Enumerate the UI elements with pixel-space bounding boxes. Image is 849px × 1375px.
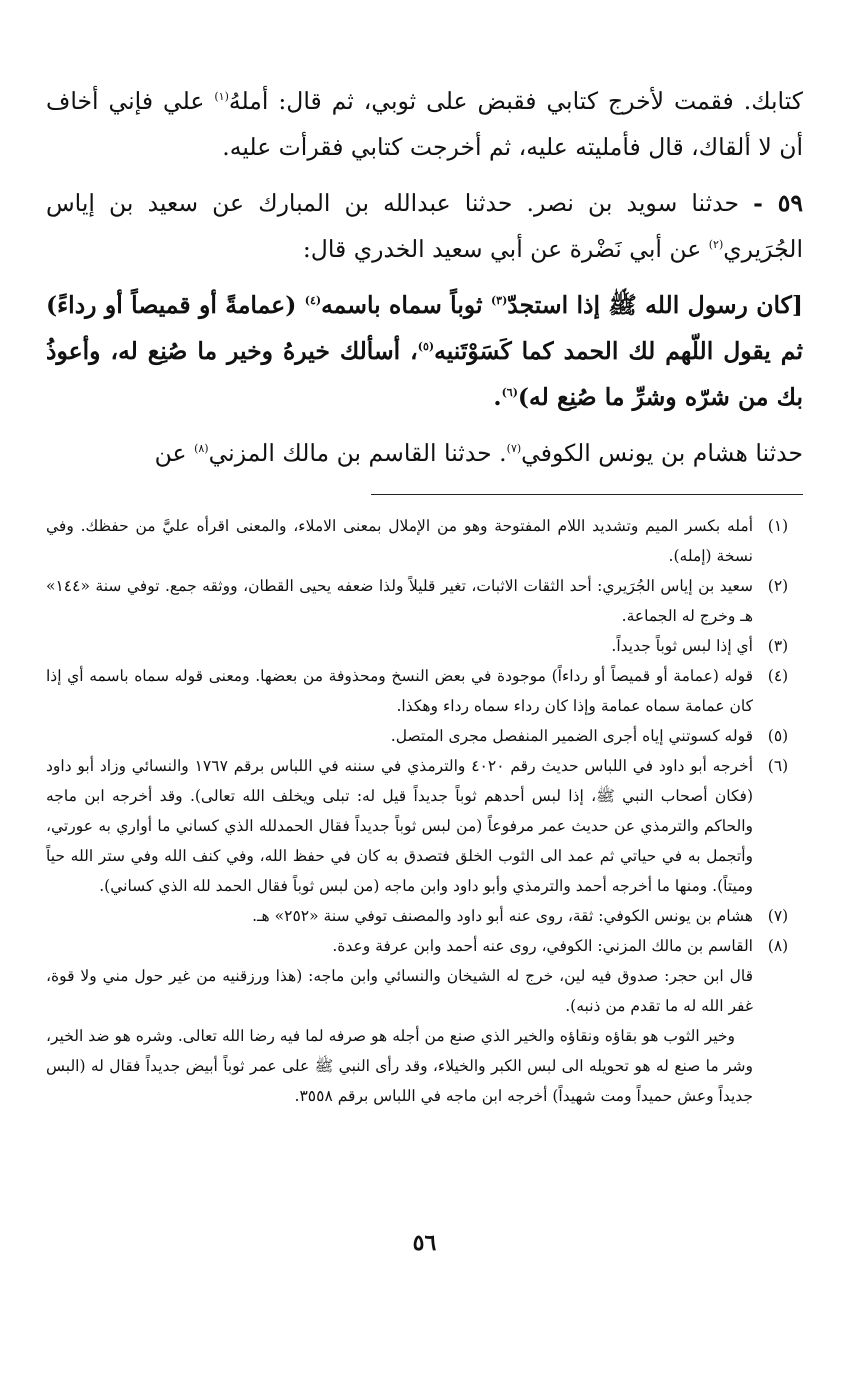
footnote-ref-8[interactable]: (٨) bbox=[194, 442, 209, 456]
text-run: كتابك. فقمت لأخرج كتابي فقبض على ثوبي، ثم قال: أملهُ bbox=[228, 87, 803, 115]
footnote bbox=[46, 631, 803, 661]
text-run: (عمامةً أو قميصاً أو رداءً) ثم يقول اللّهم لك الحمد كما كَسَوْتَنيه bbox=[46, 291, 803, 365]
footnote bbox=[46, 571, 803, 631]
footnote-continuation: وخير الثوب هو بقاؤه ونقاؤه والخير الذي صنع من أجله هو صرفه لما فيه رضا الله تعالى. وشره هو ضد الخير، وشر ما صنع له هو تحويله الى لبس الكبر والخيلاء، وقد رأى النبي ﷺ على عمر ثوباً أبيض جديداً فقال له (البس جديداً وعش حميداً ومت شهيداً) أخرجه ابن ماجه في اللباس برقم ٣٥٥٨. bbox=[46, 1027, 753, 1105]
footnote-text: أخرجه أبو داود في اللباس حديث رقم ٤٠٢٠ والترمذي في سننه في اللباس برقم ١٧٦٧ والنسائي وزاد أبو داود (فكان أصحاب النبي ﷺ، إذا لبس أحدهم ثوباً جديداً قيل له: تبلى ويخلف الله تعالى). وقد أخرجه ابن ماجه والحاكم والترمذي عن حديث عمر مرفوعاً (من لبس ثوباً جديداً فقال الحمدلله الذي كساني ما أواري به عورتي، وأتجمل به في حياتي ثم عمد الى الثوب الخلق فتصدق به كان في حفظ الله، وفي كنف الله وفي ستر الله حياً وميتاً). ومنها ما أخرجه أحمد والترمذي وأبو داود وابن ماجه (من لبس ثوباً فقال الحمد لله الذي كساني). bbox=[46, 757, 753, 895]
footnote-ref-3[interactable]: (٣) bbox=[490, 294, 508, 308]
footnote bbox=[46, 511, 803, 571]
text-run: علي فإني أخاف أن لا ألقاك، قال فأمليته عليه، ثم أخرجت كتابي فقرأت عليه. bbox=[46, 87, 803, 161]
footnote-text: أي إذا لبس ثوباً جديداً. bbox=[611, 637, 753, 655]
footnote-ref-5[interactable]: (٥) bbox=[417, 340, 435, 354]
text-run: ثوباً سماه باسمه bbox=[321, 291, 491, 319]
footnote-ref-2[interactable]: (٢) bbox=[708, 238, 724, 252]
footnote-separator bbox=[371, 494, 803, 495]
text-run: عن أبي نَضْرة عن أبي سعيد الخدري قال: bbox=[302, 235, 709, 263]
page-body bbox=[46, 78, 803, 1111]
footnote-text: القاسم بن مالك المزني: الكوفي، روى عنه أحمد وابن عرفة وعدة. bbox=[332, 937, 753, 955]
footnote bbox=[46, 661, 803, 721]
footnote-text: قوله (عمامة أو قميصاً أو رداءاً) موجودة في بعض النسخ ومحذوفة من بعضها. ومعنى قوله سماه باسمه أي إذا كان عمامة سماه عمامة وإذا كان رداء سماه رداء وهكذا. bbox=[46, 667, 753, 715]
footnote-number: (١) bbox=[767, 517, 789, 535]
text-run: حدثنا هشام بن يونس الكوفي bbox=[521, 439, 803, 467]
footnotes bbox=[46, 511, 803, 1111]
footnote-number: (٦) bbox=[767, 757, 789, 775]
footnote-text: قوله كسوتني إياه أجرى الضمير المنفصل مجرى المتصل. bbox=[390, 727, 753, 745]
text-run: حدثنا سويد بن نصر. حدثنا عبدالله بن المبارك عن سعيد بن إياس الجُرَيري bbox=[46, 189, 803, 263]
footnote-number: (٤) bbox=[767, 667, 789, 685]
footnote-text: سعيد بن إياس الجُرَيري: أحد الثقات الاثبات، تغير قليلاً ولذا ضعفه يحيى القطان، ووثقه جمع. توفي سنة «١٤٤» هـ وخرج له الجماعة. bbox=[46, 577, 753, 625]
main-text bbox=[46, 78, 803, 476]
footnote-number: (٢) bbox=[767, 577, 789, 595]
footnote-ref-4[interactable]: (٤) bbox=[304, 294, 322, 308]
text-run: . حدثنا القاسم بن مالك المزني bbox=[208, 439, 507, 467]
footnote bbox=[46, 901, 803, 931]
paragraph-1 bbox=[46, 78, 803, 170]
text-run: [كان رسول الله ﷺ إذا استجدّ bbox=[507, 291, 803, 319]
footnote bbox=[46, 931, 803, 961]
text-run: عن bbox=[154, 439, 195, 467]
text-run: ، أسألك خيرهُ وخير ما صُنِع له، وأعوذُ بك من شرّه وشرِّ ما صُنِع له) bbox=[46, 337, 803, 411]
footnote-text: أمله بكسر الميم وتشديد اللام المفتوحة وهو من الإملال بمعنى الاملاء، والمعنى اقرأه عليَّ من حفظك. وفي نسخة (إمله). bbox=[46, 517, 753, 565]
paragraph-isnad bbox=[46, 430, 803, 476]
paragraph-hadith-59 bbox=[46, 180, 803, 272]
footnote-number: (٧) bbox=[767, 907, 789, 925]
page-number: ٥٦ bbox=[412, 1230, 437, 1256]
hadith-number: ٥٩ - bbox=[753, 189, 804, 217]
hadith-text bbox=[46, 282, 803, 420]
footnote-ref-7[interactable]: (٧) bbox=[506, 442, 522, 456]
footnote-number: (٣) bbox=[767, 637, 789, 655]
footnote bbox=[46, 721, 803, 751]
footnote-number: (٥) bbox=[767, 727, 789, 745]
footnote-text: هشام بن يونس الكوفي: ثقة، روى عنه أبو داود والمصنف توفي سنة «٢٥٢» هـ. bbox=[252, 907, 753, 925]
footnote-ref-1[interactable]: (١) bbox=[214, 90, 229, 104]
footnote bbox=[46, 751, 803, 901]
footnote-ref-6[interactable]: (٦) bbox=[501, 386, 518, 400]
text-run: . bbox=[493, 383, 502, 411]
footnote-number: (٨) bbox=[767, 937, 789, 955]
footnote-continuation: قال ابن حجر: صدوق فيه لين، خرج له الشيخان والنسائي وابن ماجه: (هذا ورزقنيه من غير حول مني ولا قوة، غفر الله له ما تقدم من ذنبه). bbox=[46, 967, 753, 1015]
